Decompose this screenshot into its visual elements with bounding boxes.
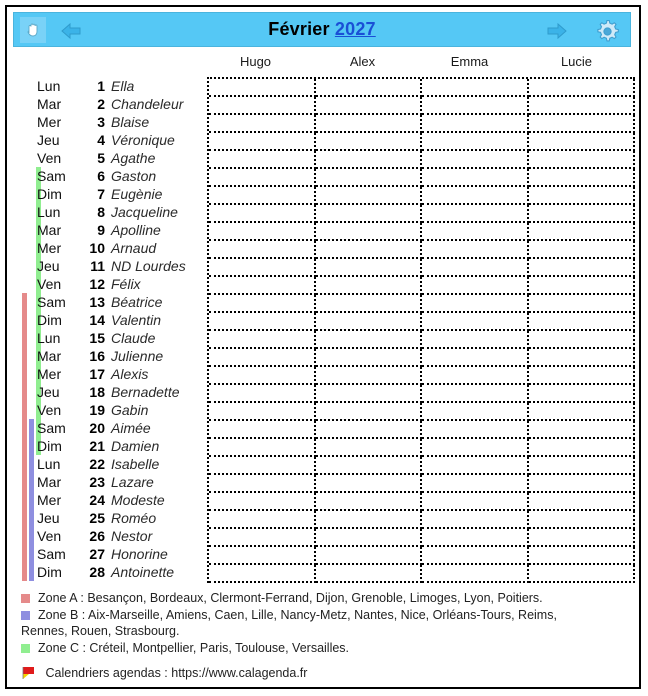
column-header-lucie: Lucie <box>560 54 593 69</box>
grid-cell-hugo-19[interactable] <box>209 403 316 421</box>
day-of-week: Dim <box>37 438 62 454</box>
grid-cell-alex-19[interactable] <box>316 403 423 421</box>
flag-icon <box>21 665 36 680</box>
grid-cell-hugo-4[interactable] <box>209 133 316 151</box>
grid-cell-alex-5[interactable] <box>316 151 423 169</box>
day-of-week: Mar <box>37 474 62 490</box>
saint-name: Alexis <box>111 366 149 382</box>
grid-row <box>209 349 635 367</box>
title-month: Février <box>268 19 330 39</box>
grid-cell-lucie-20[interactable] <box>529 421 636 439</box>
day-number: 6 <box>97 168 105 184</box>
day-row <box>7 347 207 365</box>
grid-cell-lucie-1[interactable] <box>529 79 636 97</box>
day-number: 17 <box>89 366 105 382</box>
day-of-week: Lun <box>37 330 61 346</box>
grid-cell-alex-25[interactable] <box>316 511 423 529</box>
legend-zone-b <box>21 607 631 624</box>
column-headers <box>202 54 630 74</box>
saint-name: Félix <box>111 276 141 292</box>
grid-cell-alex-14[interactable] <box>316 313 423 331</box>
zone-a-text: Zone A : Besançon, Bordeaux, Clermont-Ferrand, Dijon, Grenoble, Limoges, Lyon, Poitiers. <box>38 591 543 605</box>
saint-name: Antoinette <box>111 564 175 580</box>
day-number: 9 <box>97 222 105 238</box>
zone-b-text-continued: Rennes, Rouen, Strasbourg. <box>21 624 180 638</box>
day-row <box>7 239 207 257</box>
grid-cell-hugo-5[interactable] <box>209 151 316 169</box>
day-row <box>7 149 207 167</box>
grid-cell-emma-24[interactable] <box>422 493 529 511</box>
grid-cell-hugo-2[interactable] <box>209 97 316 115</box>
day-row <box>7 401 207 419</box>
grid-cell-hugo-9[interactable] <box>209 223 316 241</box>
grid-cell-lucie-2[interactable] <box>529 97 636 115</box>
grid-row <box>209 565 635 583</box>
grid-cell-lucie-6[interactable] <box>529 169 636 187</box>
grid-row <box>209 169 635 187</box>
day-number: 5 <box>97 150 105 166</box>
grid-cell-alex-6[interactable] <box>316 169 423 187</box>
grid-cell-alex-15[interactable] <box>316 331 423 349</box>
grid-cell-lucie-26[interactable] <box>529 529 636 547</box>
grid-cell-emma-1[interactable] <box>422 79 529 97</box>
grid-cell-lucie-19[interactable] <box>529 403 636 421</box>
grid-cell-alex-2[interactable] <box>316 97 423 115</box>
day-row <box>7 527 207 545</box>
grid-cell-alex-16[interactable] <box>316 349 423 367</box>
day-number: 23 <box>89 474 105 490</box>
grid-cell-emma-21[interactable] <box>422 439 529 457</box>
day-of-week: Lun <box>37 456 61 472</box>
grid-cell-hugo-11[interactable] <box>209 259 316 277</box>
grid-cell-hugo-13[interactable] <box>209 295 316 313</box>
saint-name: Eugènie <box>111 186 163 202</box>
day-row <box>7 329 207 347</box>
day-row <box>7 383 207 401</box>
zone-c-swatch <box>21 644 30 653</box>
grid-cell-lucie-21[interactable] <box>529 439 636 457</box>
saint-name: Agathe <box>111 150 156 166</box>
grid-cell-hugo-28[interactable] <box>209 565 316 583</box>
day-number: 3 <box>97 114 105 130</box>
grid-cell-alex-12[interactable] <box>316 277 423 295</box>
day-row <box>7 77 207 95</box>
day-of-week: Jeu <box>37 384 60 400</box>
grid-row <box>209 259 635 277</box>
day-of-week: Sam <box>37 546 66 562</box>
day-number: 8 <box>97 204 105 220</box>
saint-name: Claude <box>111 330 156 346</box>
grid-cell-lucie-4[interactable] <box>529 133 636 151</box>
grid-row <box>209 493 635 511</box>
grid-row <box>209 475 635 493</box>
grid-cell-alex-21[interactable] <box>316 439 423 457</box>
grid-cell-emma-5[interactable] <box>422 151 529 169</box>
grid-cell-alex-10[interactable] <box>316 241 423 259</box>
grid-cell-hugo-24[interactable] <box>209 493 316 511</box>
grid-cell-hugo-27[interactable] <box>209 547 316 565</box>
day-of-week: Lun <box>37 204 61 220</box>
grid-row <box>209 79 635 97</box>
day-row <box>7 185 207 203</box>
day-of-week: Mar <box>37 348 62 364</box>
grid-cell-hugo-21[interactable] <box>209 439 316 457</box>
day-of-week: Mer <box>37 240 62 256</box>
day-of-week: Lun <box>37 78 61 94</box>
grid-cell-emma-25[interactable] <box>422 511 529 529</box>
grid-cell-hugo-16[interactable] <box>209 349 316 367</box>
zone-c-text: Zone C : Créteil, Montpellier, Paris, Toulouse, Versailles. <box>38 640 350 655</box>
grid-cell-hugo-17[interactable] <box>209 367 316 385</box>
saint-name: Béatrice <box>111 294 163 310</box>
grid-row <box>209 511 635 529</box>
day-of-week: Mer <box>37 492 62 508</box>
day-row <box>7 365 207 383</box>
saint-name: Modeste <box>111 492 165 508</box>
grid-row <box>209 457 635 475</box>
grid-row <box>209 547 635 565</box>
day-number: 19 <box>89 402 105 418</box>
grid-cell-lucie-23[interactable] <box>529 475 636 493</box>
day-of-week: Mar <box>37 96 62 112</box>
grid-row <box>209 133 635 151</box>
grid-cell-lucie-7[interactable] <box>529 187 636 205</box>
day-row <box>7 293 207 311</box>
grid-cell-emma-8[interactable] <box>422 205 529 223</box>
day-number: 12 <box>89 276 105 292</box>
grid-row <box>209 223 635 241</box>
saint-name: Isabelle <box>111 456 160 472</box>
grid-row <box>209 97 635 115</box>
day-row <box>7 455 207 473</box>
grid-cell-hugo-15[interactable] <box>209 331 316 349</box>
saint-name: Gaston <box>111 168 157 184</box>
day-row <box>7 563 207 581</box>
grid-cell-alex-17[interactable] <box>316 367 423 385</box>
grid-cell-hugo-7[interactable] <box>209 187 316 205</box>
page-title <box>14 19 630 40</box>
grid-cell-emma-19[interactable] <box>422 403 529 421</box>
day-row <box>7 131 207 149</box>
day-number: 26 <box>89 528 105 544</box>
grid-cell-emma-9[interactable] <box>422 223 529 241</box>
grid-row <box>209 151 635 169</box>
day-number: 24 <box>89 492 105 508</box>
grid-cell-emma-2[interactable] <box>422 97 529 115</box>
saint-name: Apolline <box>111 222 161 238</box>
grid-row <box>209 313 635 331</box>
grid-cell-hugo-6[interactable] <box>209 169 316 187</box>
entries-grid[interactable] <box>207 77 635 583</box>
day-of-week: Mer <box>37 114 62 130</box>
grid-row <box>209 367 635 385</box>
grid-cell-alex-22[interactable] <box>316 457 423 475</box>
day-number: 7 <box>97 186 105 202</box>
day-row <box>7 311 207 329</box>
day-row <box>7 275 207 293</box>
grid-row <box>209 403 635 421</box>
zone-b-text: Zone B : Aix-Marseille, Amiens, Caen, Lille, Nancy-Metz, Nantes, Nice, Orléans-Tours, Reims, <box>38 607 557 622</box>
grid-cell-emma-15[interactable] <box>422 331 529 349</box>
day-row <box>7 473 207 491</box>
grid-cell-alex-4[interactable] <box>316 133 423 151</box>
grid-cell-lucie-16[interactable] <box>529 349 636 367</box>
grid-cell-hugo-26[interactable] <box>209 529 316 547</box>
saint-name: Julienne <box>111 348 164 364</box>
day-row <box>7 257 207 275</box>
grid-cell-alex-13[interactable] <box>316 295 423 313</box>
grid-cell-lucie-5[interactable] <box>529 151 636 169</box>
title-year-link[interactable]: 2027 <box>334 19 376 39</box>
day-row <box>7 509 207 527</box>
footer <box>21 665 307 680</box>
day-of-week: Jeu <box>37 258 60 274</box>
grid-cell-alex-20[interactable] <box>316 421 423 439</box>
grid-cell-emma-20[interactable] <box>422 421 529 439</box>
day-number: 11 <box>90 258 105 274</box>
grid-row <box>209 331 635 349</box>
legend-zone-b-cont <box>21 623 631 640</box>
grid-cell-alex-11[interactable] <box>316 259 423 277</box>
column-header-emma: Emma <box>450 54 489 69</box>
grid-cell-lucie-27[interactable] <box>529 547 636 565</box>
grid-cell-alex-24[interactable] <box>316 493 423 511</box>
day-of-week: Ven <box>37 276 62 292</box>
grid-cell-lucie-14[interactable] <box>529 313 636 331</box>
day-row <box>7 95 207 113</box>
grid-cell-alex-23[interactable] <box>316 475 423 493</box>
grid-row <box>209 187 635 205</box>
grid-cell-lucie-9[interactable] <box>529 223 636 241</box>
grid-cell-emma-11[interactable] <box>422 259 529 277</box>
grid-row <box>209 205 635 223</box>
day-number: 22 <box>89 456 105 472</box>
column-header-hugo: Hugo <box>239 54 272 69</box>
grid-cell-hugo-25[interactable] <box>209 511 316 529</box>
grid-cell-alex-1[interactable] <box>316 79 423 97</box>
day-row <box>7 221 207 239</box>
saint-name: Lazare <box>111 474 154 490</box>
grid-cell-emma-23[interactable] <box>422 475 529 493</box>
saint-name: Honorine <box>111 546 168 562</box>
grid-cell-emma-16[interactable] <box>422 349 529 367</box>
grid-cell-lucie-25[interactable] <box>529 511 636 529</box>
day-of-week: Jeu <box>37 510 60 526</box>
day-number: 18 <box>89 384 105 400</box>
zone-a-swatch <box>21 594 30 603</box>
day-of-week: Ven <box>37 402 62 418</box>
day-of-week: Sam <box>37 294 66 310</box>
grid-cell-lucie-17[interactable] <box>529 367 636 385</box>
grid-cell-lucie-13[interactable] <box>529 295 636 313</box>
zone-b-swatch <box>21 611 30 620</box>
legend-zone-a <box>21 590 631 607</box>
day-of-week: Ven <box>37 528 62 544</box>
saint-name: Chandeleur <box>111 96 184 112</box>
day-number: 2 <box>97 96 105 112</box>
grid-cell-emma-28[interactable] <box>422 565 529 583</box>
grid-cell-alex-28[interactable] <box>316 565 423 583</box>
grid-row <box>209 277 635 295</box>
saint-name: Roméo <box>111 510 157 526</box>
day-row <box>7 203 207 221</box>
day-row <box>7 167 207 185</box>
day-number: 14 <box>89 312 105 328</box>
day-number: 1 <box>97 78 105 94</box>
grid-cell-alex-3[interactable] <box>316 115 423 133</box>
legend-zone-c <box>21 640 631 657</box>
grid-cell-hugo-3[interactable] <box>209 115 316 133</box>
saint-name: Arnaud <box>111 240 157 256</box>
day-of-week: Dim <box>37 564 62 580</box>
calendar-header <box>13 12 631 47</box>
day-number: 27 <box>89 546 105 562</box>
grid-cell-emma-27[interactable] <box>422 547 529 565</box>
grid-cell-alex-7[interactable] <box>316 187 423 205</box>
day-number: 13 <box>89 294 105 310</box>
grid-cell-lucie-18[interactable] <box>529 385 636 403</box>
day-number: 28 <box>89 564 105 580</box>
grid-cell-hugo-1[interactable] <box>209 79 316 97</box>
zone-legend <box>21 590 631 656</box>
grid-cell-emma-6[interactable] <box>422 169 529 187</box>
grid-row <box>209 439 635 457</box>
grid-cell-lucie-8[interactable] <box>529 205 636 223</box>
grid-cell-emma-18[interactable] <box>422 385 529 403</box>
grid-cell-emma-13[interactable] <box>422 295 529 313</box>
next-month-button[interactable] <box>542 20 572 42</box>
grid-row <box>209 115 635 133</box>
day-row <box>7 491 207 509</box>
saint-name: Nestor <box>111 528 153 544</box>
day-number: 20 <box>89 420 105 436</box>
grid-cell-lucie-28[interactable] <box>529 565 636 583</box>
day-row <box>7 419 207 437</box>
saint-name: Jacqueline <box>111 204 178 220</box>
saint-name: Valentin <box>111 312 162 328</box>
grid-cell-emma-12[interactable] <box>422 277 529 295</box>
grid-cell-emma-22[interactable] <box>422 457 529 475</box>
grid-cell-emma-4[interactable] <box>422 133 529 151</box>
day-number: 4 <box>97 132 105 148</box>
saint-name: Bernadette <box>111 384 180 400</box>
grid-cell-alex-27[interactable] <box>316 547 423 565</box>
grid-row <box>209 241 635 259</box>
saint-name: Ella <box>111 78 135 94</box>
grid-cell-hugo-14[interactable] <box>209 313 316 331</box>
grid-cell-alex-18[interactable] <box>316 385 423 403</box>
calendar-page <box>5 5 641 689</box>
grid-cell-emma-10[interactable] <box>422 241 529 259</box>
day-of-week: Jeu <box>37 132 60 148</box>
grid-cell-hugo-18[interactable] <box>209 385 316 403</box>
day-row <box>7 113 207 131</box>
saint-name: Damien <box>111 438 160 454</box>
grid-cell-alex-8[interactable] <box>316 205 423 223</box>
grid-cell-lucie-10[interactable] <box>529 241 636 259</box>
day-of-week: Sam <box>37 168 66 184</box>
grid-cell-hugo-20[interactable] <box>209 421 316 439</box>
day-of-week: Dim <box>37 312 62 328</box>
day-of-week: Mer <box>37 366 62 382</box>
grid-cell-emma-26[interactable] <box>422 529 529 547</box>
day-number: 16 <box>89 348 105 364</box>
column-header-alex: Alex <box>349 54 376 69</box>
grid-cell-emma-3[interactable] <box>422 115 529 133</box>
day-of-week: Dim <box>37 186 62 202</box>
grid-cell-lucie-24[interactable] <box>529 493 636 511</box>
grid-cell-emma-14[interactable] <box>422 313 529 331</box>
grid-cell-lucie-15[interactable] <box>529 331 636 349</box>
day-of-week: Mar <box>37 222 62 238</box>
grid-cell-hugo-12[interactable] <box>209 277 316 295</box>
grid-cell-hugo-10[interactable] <box>209 241 316 259</box>
day-number: 15 <box>89 330 105 346</box>
grid-row <box>209 385 635 403</box>
grid-cell-lucie-22[interactable] <box>529 457 636 475</box>
grid-cell-hugo-8[interactable] <box>209 205 316 223</box>
grid-cell-lucie-12[interactable] <box>529 277 636 295</box>
day-row <box>7 545 207 563</box>
grid-cell-lucie-11[interactable] <box>529 259 636 277</box>
saint-name: Blaise <box>111 114 150 130</box>
grid-cell-hugo-23[interactable] <box>209 475 316 493</box>
day-number: 10 <box>89 240 105 256</box>
grid-cell-emma-7[interactable] <box>422 187 529 205</box>
grid-cell-alex-26[interactable] <box>316 529 423 547</box>
grid-row <box>209 421 635 439</box>
saint-name: ND Lourdes <box>111 258 186 274</box>
day-number: 21 <box>89 438 105 454</box>
grid-cell-emma-17[interactable] <box>422 367 529 385</box>
grid-cell-hugo-22[interactable] <box>209 457 316 475</box>
grid-cell-lucie-3[interactable] <box>529 115 636 133</box>
day-number: 25 <box>89 510 105 526</box>
gear-icon[interactable] <box>592 16 622 46</box>
day-of-week: Sam <box>37 420 66 436</box>
saint-name: Véronique <box>111 132 175 148</box>
grid-row <box>209 529 635 547</box>
day-list <box>7 77 207 581</box>
grid-cell-alex-9[interactable] <box>316 223 423 241</box>
day-of-week: Ven <box>37 150 62 166</box>
saint-name: Gabin <box>111 402 149 418</box>
saint-name: Aimée <box>111 420 151 436</box>
day-row <box>7 437 207 455</box>
footer-text: Calendriers agendas : https://www.calagenda.fr <box>45 666 308 680</box>
grid-row <box>209 295 635 313</box>
